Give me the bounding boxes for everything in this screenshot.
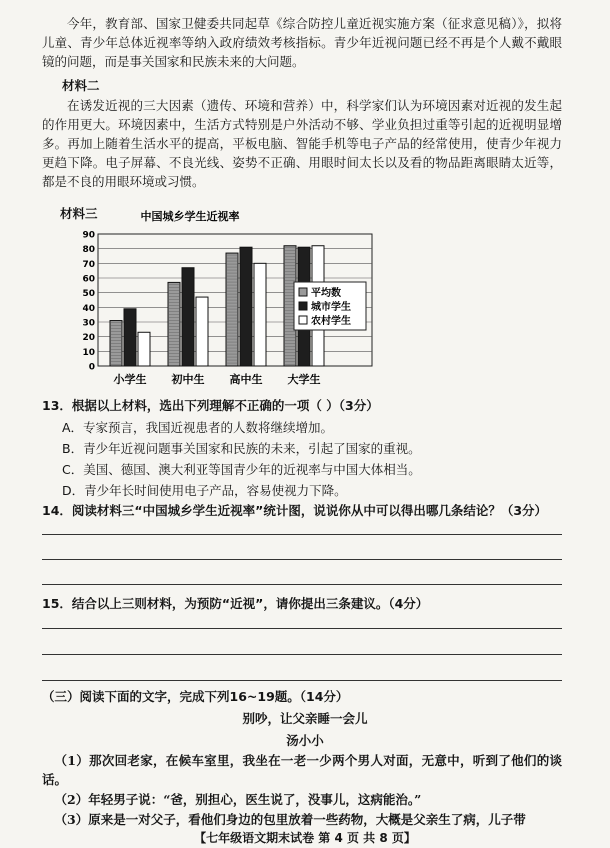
q13-option-d[interactable]: D．青少年长时间使用电子产品，容易使视力下降。 (62, 483, 347, 498)
y-tick-label: 40 (82, 303, 95, 314)
legend-swatch (299, 288, 307, 296)
story-title: 别吵，让父亲睡一会儿 (242, 711, 368, 726)
bar-rural (196, 297, 208, 366)
bar-rural (254, 263, 266, 366)
q13-option-b[interactable]: B．青少年近视问题事关国家和民族的未来，引起了国家的重视。 (62, 441, 421, 456)
story-author: 汤小小 (286, 733, 324, 748)
legend-swatch (299, 316, 307, 324)
answer-line[interactable] (42, 559, 562, 560)
bar-urban (240, 247, 252, 366)
y-tick-label: 60 (82, 274, 95, 285)
question-14-stem: 14．阅读材料三“中国城乡学生近视率”统计图，说说你从中可以得出哪几条结论？（3分） (42, 503, 548, 518)
story-paragraph-1: （1）那次回老家，在候车室里，我坐在一老一少两个男人对面，无意中，听到了他们的谈话。 (42, 753, 562, 787)
y-tick-label: 90 (82, 230, 95, 241)
category-label: 小学生 (113, 373, 147, 386)
myopia-bar-chart (80, 206, 380, 392)
legend-swatch (299, 302, 307, 310)
story-paragraph-2: （2）年轻男子说：“爸，别担心，医生说了，没事儿，这病能治。” (54, 792, 422, 807)
y-tick-label: 0 (88, 362, 95, 373)
material-3-heading: 材料三 (60, 206, 98, 221)
story-paragraph-3: （3）原来是一对父子，看他们身边的包里放着一些药物，大概是父亲生了病，儿子带 (54, 812, 526, 827)
y-tick-label: 80 (82, 245, 95, 256)
y-tick-label: 50 (82, 289, 95, 300)
legend-entry: 平均数 (311, 288, 341, 299)
page-footer: 【七年级语文期末试卷 第 4 页 共 8 页】 (194, 831, 416, 845)
paragraph-1: 今年，教育部、国家卫健委共同起草《综合防控儿童近视实施方案（征求意见稿）》，拟将儿童、青少年总体近视率等纳入政府绩效考核指标。青少年近视问题已经不再是个人戴不戴眼镜的问题，而是事关国家和民族未来的大问题。 (42, 16, 562, 69)
paragraph-2: 在诱发近视的三大因素（遗传、环境和营养）中，科学家们认为环境因素对近视的发生起的作用更大。环境因素中，生活方式特别是户外活动不够、学业负担过重等引起的近视明显增多。再加上随着生活水平的提高，平板电脑、智能手机等电子产品的经常使用，使青少年视力更趋下降。电子屏幕、不良光线、姿势不正确、用眼时间太长以及看的物品距离眼睛太近等，都是不良的用眼环境或习惯。 (42, 98, 562, 189)
bar-urban (182, 268, 194, 366)
y-tick-label: 30 (82, 318, 95, 329)
legend-entry: 城市学生 (311, 302, 351, 313)
legend-entry: 农村学生 (311, 316, 351, 327)
answer-line[interactable] (42, 680, 562, 681)
bar-urban (124, 309, 136, 366)
material-2-heading: 材料二 (62, 78, 100, 93)
answer-line[interactable] (42, 534, 562, 535)
q13-option-a[interactable]: A．专家预言，我国近视患者的人数将继续增加。 (62, 420, 334, 435)
answer-line[interactable] (42, 584, 562, 585)
section-3-heading: （三）阅读下面的文字，完成下列16~19题。（14分） (42, 689, 349, 704)
category-label: 初中生 (171, 373, 205, 386)
category-label: 大学生 (287, 373, 321, 386)
answer-line[interactable] (42, 628, 562, 629)
question-13-stem: 13．根据以上材料，选出下列理解不正确的一项（ ）（3分） (42, 398, 379, 413)
bar-rural (138, 332, 150, 366)
chart-title: 中国城乡学生近视率 (140, 210, 240, 223)
y-tick-label: 20 (82, 333, 95, 344)
q13-option-c[interactable]: C．美国、德国、澳大利亚等国青少年的近视率与中国大体相当。 (62, 462, 421, 477)
y-tick-label: 10 (82, 347, 95, 358)
y-tick-label: 70 (82, 259, 95, 270)
answer-line[interactable] (42, 654, 562, 655)
category-label: 高中生 (229, 373, 263, 386)
question-15-stem: 15．结合以上三则材料，为预防“近视”，请你提出三条建议。（4分） (42, 596, 429, 611)
